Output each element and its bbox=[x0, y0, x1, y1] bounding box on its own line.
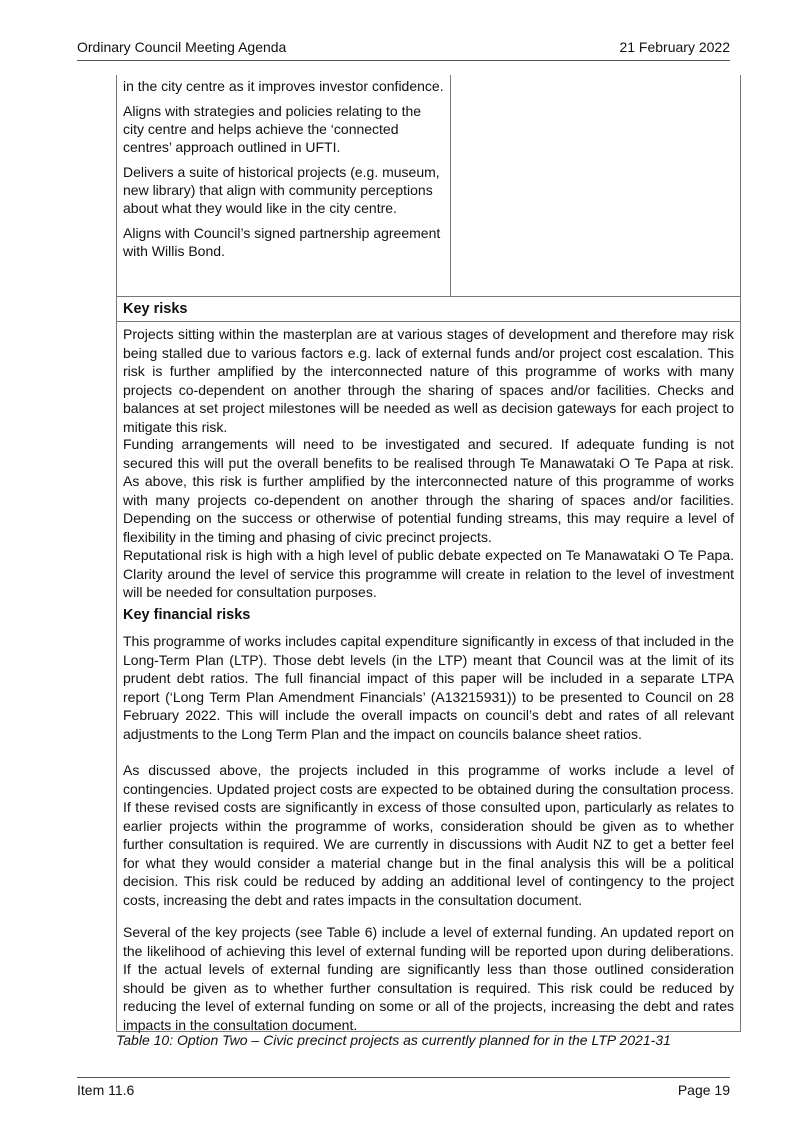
benefit-paragraph: Delivers a suite of historical projects (e.g. museum, new library) that align with community perceptions about what they would like in the city centre. bbox=[123, 164, 440, 216]
key-risks-paragraph bbox=[123, 435, 734, 546]
benefit-paragraph: in the city centre as it improves investor confidence. bbox=[123, 78, 444, 94]
page-header bbox=[77, 38, 730, 61]
column-divider bbox=[450, 75, 451, 296]
benefit-paragraph: Aligns with Council’s signed partnership agreement with Willis Bond. bbox=[123, 225, 441, 259]
page-number: Page 19 bbox=[677, 1082, 730, 1098]
financial-risk-paragraph bbox=[123, 761, 734, 909]
benefits-row bbox=[117, 75, 740, 297]
financial-risk-text: Several of the key projects (see Table 6) include a level of external funding. An updated report on the likelihood of achieving this level of external funding will be reported upon during deliberations. If the actual levels of external funding are significantly less than those outlined consideration should be given as to whether further consultation is required. This risk could be reduced by reducing the level of external funding on some or all of the projects, increasing the debt and rates impacts in the consultation document. bbox=[123, 924, 734, 1033]
risk-text: Projects sitting within the masterplan are at various stages of development and therefore may risk being stalled due to various factors e.g. lack of external funds and/or project cost escalation. This risk is further amplified by the interconnected nature of this programme of works with many projects co-dependent on another through the sharing of spaces and/or facilities. Checks and balances at set project milestones will be needed as well as decision gateways for each project to mitigate this risk. bbox=[123, 326, 734, 435]
benefit-paragraph: Aligns with strategies and policies relating to the city centre and helps achieve the ‘connected centres’ approach outlined in UFTI. bbox=[123, 103, 422, 155]
financial-risk-text: This programme of works includes capital expenditure significantly in excess of that included in the Long-Term Plan (LTP). Those debt levels (in the LTP) meant that Council was at the limit of its prudent debt ratios. The full financial impact of this paper will be included in a separate LTPA report (‘Long Term Plan Amendment Financials’ (A13215931)) to be presented to Council on 28 February 2022. This will include the overall impacts on council’s debt and rates of all relevant adjustments to the Long Term Plan and the impact on councils balance sheet ratios. bbox=[123, 633, 734, 742]
financial-risk-paragraph bbox=[123, 923, 734, 1034]
options-table bbox=[116, 75, 741, 1032]
row-divider bbox=[117, 321, 740, 322]
table-caption: Table 10: Option Two – Civic precinct projects as currently planned for in the LTP 2021-31 bbox=[116, 1032, 671, 1048]
financial-risk-text: As discussed above, the projects included in this programme of works include a level of contingencies. Updated project costs are expected to be obtained during the consultation process. If these revised costs are significantly in excess of those consulted upon, particularly as relates to earlier projects within the programme of works, consideration should be given as to whether further consultation is required. We are currently in discussions with Audit NZ to get a better feel for what they would consider a material change but in the final analysis this will be a political decision. This risk could be reduced by adding an additional level of contingency to the project costs, increasing the debt and rates impacts in the consultation document. bbox=[123, 762, 734, 908]
key-financial-risks-heading: Key financial risks bbox=[123, 607, 251, 623]
key-risks-paragraph bbox=[123, 546, 734, 602]
page-footer bbox=[77, 1077, 730, 1100]
risk-text: Reputational risk is high with a high level of public debate expected on Te Manawataki O Te Papa. Clarity around the level of service this programme will create in relation to the level of investment will be needed for consultation purposes. bbox=[123, 547, 734, 600]
key-risks-heading: Key risks bbox=[123, 301, 188, 317]
header-title: Ordinary Council Meeting Agenda bbox=[77, 39, 287, 55]
item-number: Item 11.6 bbox=[77, 1082, 135, 1098]
risk-text: Funding arrangements will need to be investigated and secured. If adequate funding is not secured this will put the overall benefits to be realised through Te Manawataki O Te Papa at risk. As above, this risk is further amplified by the interconnected nature of this programme of works with many projects co-dependent on another through the sharing of spaces and/or facilities. Depending on the success or otherwise of potential funding streams, this may require a level of flexibility in the timing and phasing of civic precinct projects. bbox=[123, 436, 734, 545]
financial-risk-paragraph bbox=[123, 632, 734, 743]
header-date: 21 February 2022 bbox=[619, 39, 730, 55]
key-risks-paragraph bbox=[123, 325, 734, 436]
benefits-cell bbox=[123, 77, 445, 267]
